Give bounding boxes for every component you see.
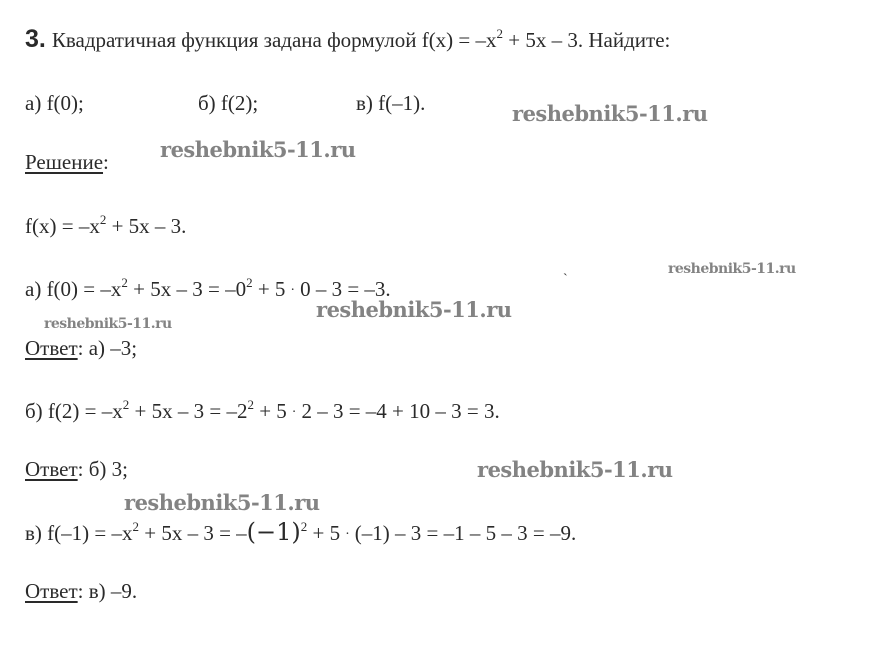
- statement-exponent: 2: [496, 26, 504, 41]
- step-b: [25, 398, 500, 422]
- answer-a: [25, 338, 137, 359]
- watermark: reshebnik5-11.ru: [512, 101, 708, 126]
- step-c-exp2: 2: [300, 519, 308, 534]
- step-c-prefix: в) f(–1) = –x: [25, 521, 133, 545]
- statement-suffix: + 5x – 3. Найдите:: [503, 28, 671, 52]
- problem-number: 3.: [25, 25, 46, 53]
- step-a-mid: + 5x – 3 = –0: [127, 277, 247, 301]
- answer-c-label: Ответ: [25, 579, 78, 603]
- watermark: reshebnik5-11.ru: [44, 316, 172, 332]
- solution-heading-colon: :: [103, 150, 109, 174]
- part-a: а) f(0);: [25, 91, 84, 115]
- answer-a-label: Ответ: [25, 336, 78, 360]
- watermark: reshebnik5-11.ru: [160, 137, 356, 162]
- answer-b-rest: : б) 3;: [77, 457, 128, 481]
- part-b-wrap: [198, 93, 258, 114]
- step-a-exp1: 2: [121, 275, 128, 290]
- step-c: [25, 520, 576, 544]
- formula-suffix: + 5x – 3.: [106, 214, 187, 238]
- part-b: б) f(2);: [198, 91, 259, 115]
- watermark: reshebnik5-11.ru: [124, 490, 320, 515]
- answer-a-rest: : а) –3;: [77, 336, 138, 360]
- stray-mark: ˋ: [563, 272, 568, 287]
- watermark: reshebnik5-11.ru: [668, 261, 796, 277]
- step-b-mid: + 5x – 3 = –2: [129, 399, 248, 423]
- step-a-exp2: 2: [246, 275, 253, 290]
- problem-statement: [25, 27, 670, 52]
- watermark: reshebnik5-11.ru: [316, 297, 512, 322]
- step-c-paren: (−1): [246, 518, 301, 546]
- formula-exponent: 2: [99, 212, 107, 227]
- step-c-exp1: 2: [132, 519, 139, 534]
- solution-heading-label: Решение: [25, 150, 104, 174]
- step-b-suffix: 2 – 3 = –4 + 10 – 3 = 3.: [301, 399, 500, 423]
- step-c-mid: + 5x – 3 = –: [138, 521, 247, 545]
- step-b-dot: ·: [291, 405, 297, 420]
- problem-parts: [25, 93, 84, 114]
- step-a-suffix: 0 – 3 = –3.: [300, 277, 391, 301]
- step-c-mid2: + 5: [307, 521, 341, 545]
- step-c-suffix: (–1) – 3 = –1 – 5 – 3 = –9.: [354, 521, 577, 545]
- watermark: reshebnik5-11.ru: [477, 457, 673, 482]
- step-b-exp1: 2: [122, 397, 130, 412]
- step-c-dot: ·: [345, 527, 350, 542]
- step-a-prefix: а) f(0) = –x: [25, 277, 122, 301]
- function-formula: [25, 213, 186, 237]
- step-b-mid2: + 5: [253, 399, 287, 423]
- answer-b-label: Ответ: [25, 457, 78, 481]
- step-a-dot: ·: [290, 283, 296, 298]
- answer-c-rest: : в) –9.: [77, 579, 138, 603]
- step-a-mid2: + 5: [252, 277, 286, 301]
- step-b-prefix: б) f(2) = –x: [25, 399, 123, 423]
- part-c-wrap: [356, 93, 425, 114]
- step-b-exp2: 2: [247, 397, 254, 412]
- solution-heading: [25, 152, 109, 173]
- formula-prefix: f(x) = –x: [25, 214, 100, 238]
- answer-b: [25, 459, 128, 480]
- answer-c: [25, 581, 137, 602]
- statement-prefix: Квадратичная функция задана формулой f(x) = –x: [51, 28, 497, 52]
- part-c: в) f(–1).: [356, 91, 426, 115]
